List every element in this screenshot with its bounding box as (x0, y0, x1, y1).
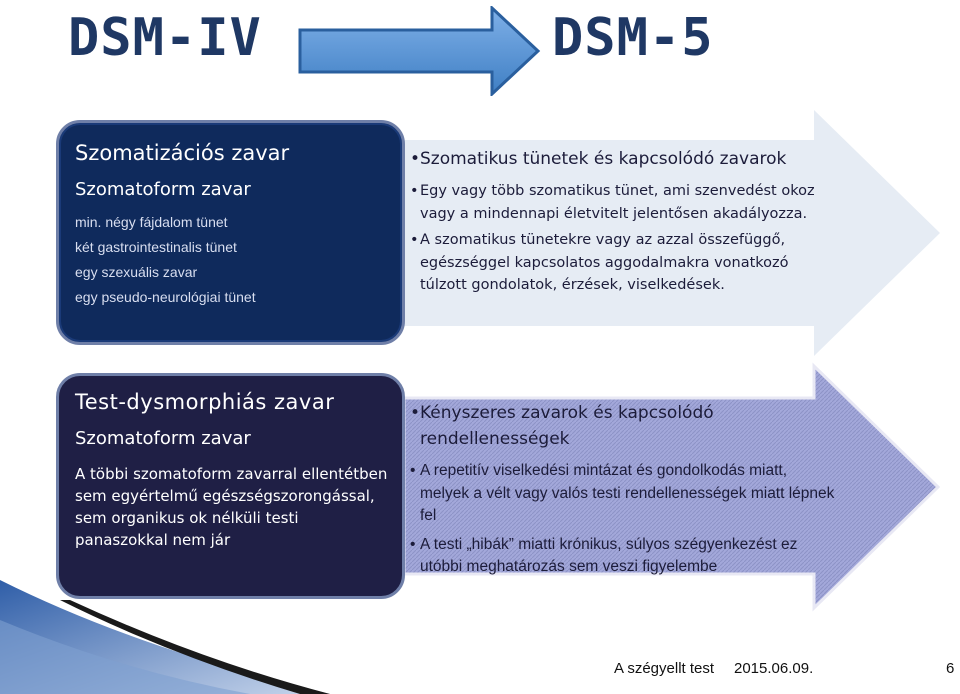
arrow-right-icon (296, 6, 544, 96)
panel2-bullet: • A testi „hibák” miatti krónikus, súlyos szégyenkezést ez utóbbi meghatározás sem veszi figyelembe (410, 534, 840, 579)
panel1-bullet: • Egy vagy több szomatikus tünet, ami szenvedést okoz vagy a mindennapi életvitelt jelentősen akadályozza. (410, 180, 830, 225)
box1-item: egy pseudo-neurológiai tünet (75, 289, 256, 305)
panel1-heading: • Szomatikus tünetek és kapcsolódó zavarok (410, 146, 830, 172)
box2-subtitle: Szomatoform zavar (75, 428, 251, 449)
dsm5-panel-obsessive (410, 400, 840, 585)
dsm-iv-title: DSM-IV (68, 8, 262, 68)
box1-title: Szomatizációs zavar (75, 141, 290, 165)
box2-title: Test-dysmorphiás zavar (75, 390, 335, 414)
box1-item: egy szexuális zavar (75, 264, 198, 280)
dsm-iv-box-somatization (56, 120, 405, 345)
dsm-5-title: DSM-5 (552, 8, 714, 68)
box1-item: min. négy fájdalom tünet (75, 214, 228, 230)
box1-item: két gastrointestinalis tünet (75, 239, 237, 255)
footer-date: 2015.06.09. (734, 660, 814, 677)
panel2-bullet: • A repetitív viselkedési mintázat és gondolkodás miatt, melyek a vélt vagy valós testi rendellenességek miatt lépnek fel (410, 460, 840, 528)
dsm5-panel-somatic (410, 146, 830, 303)
box2-text: A többi szomatoform zavarral ellentétben sem egyértelmű egészségszorongással, sem organikus ok nélküli testi panaszokkal nem jár (75, 465, 388, 549)
dsm-iv-box-dysmorphia (56, 373, 405, 599)
panel1-bullet: • A szomatikus tünetekre vagy az azzal összefüggő, egészséggel kapcsolatos aggodalmakra vonatkozó túlzott gondolatok, érzések, viselkedések. (410, 229, 830, 297)
footer-title: A szégyellt test (614, 660, 715, 677)
page-number: 6 (946, 660, 955, 677)
panel2-heading: • Kényszeres zavarok és kapcsolódó rendellenességek (410, 400, 780, 452)
box1-subtitle: Szomatoform zavar (75, 179, 251, 200)
